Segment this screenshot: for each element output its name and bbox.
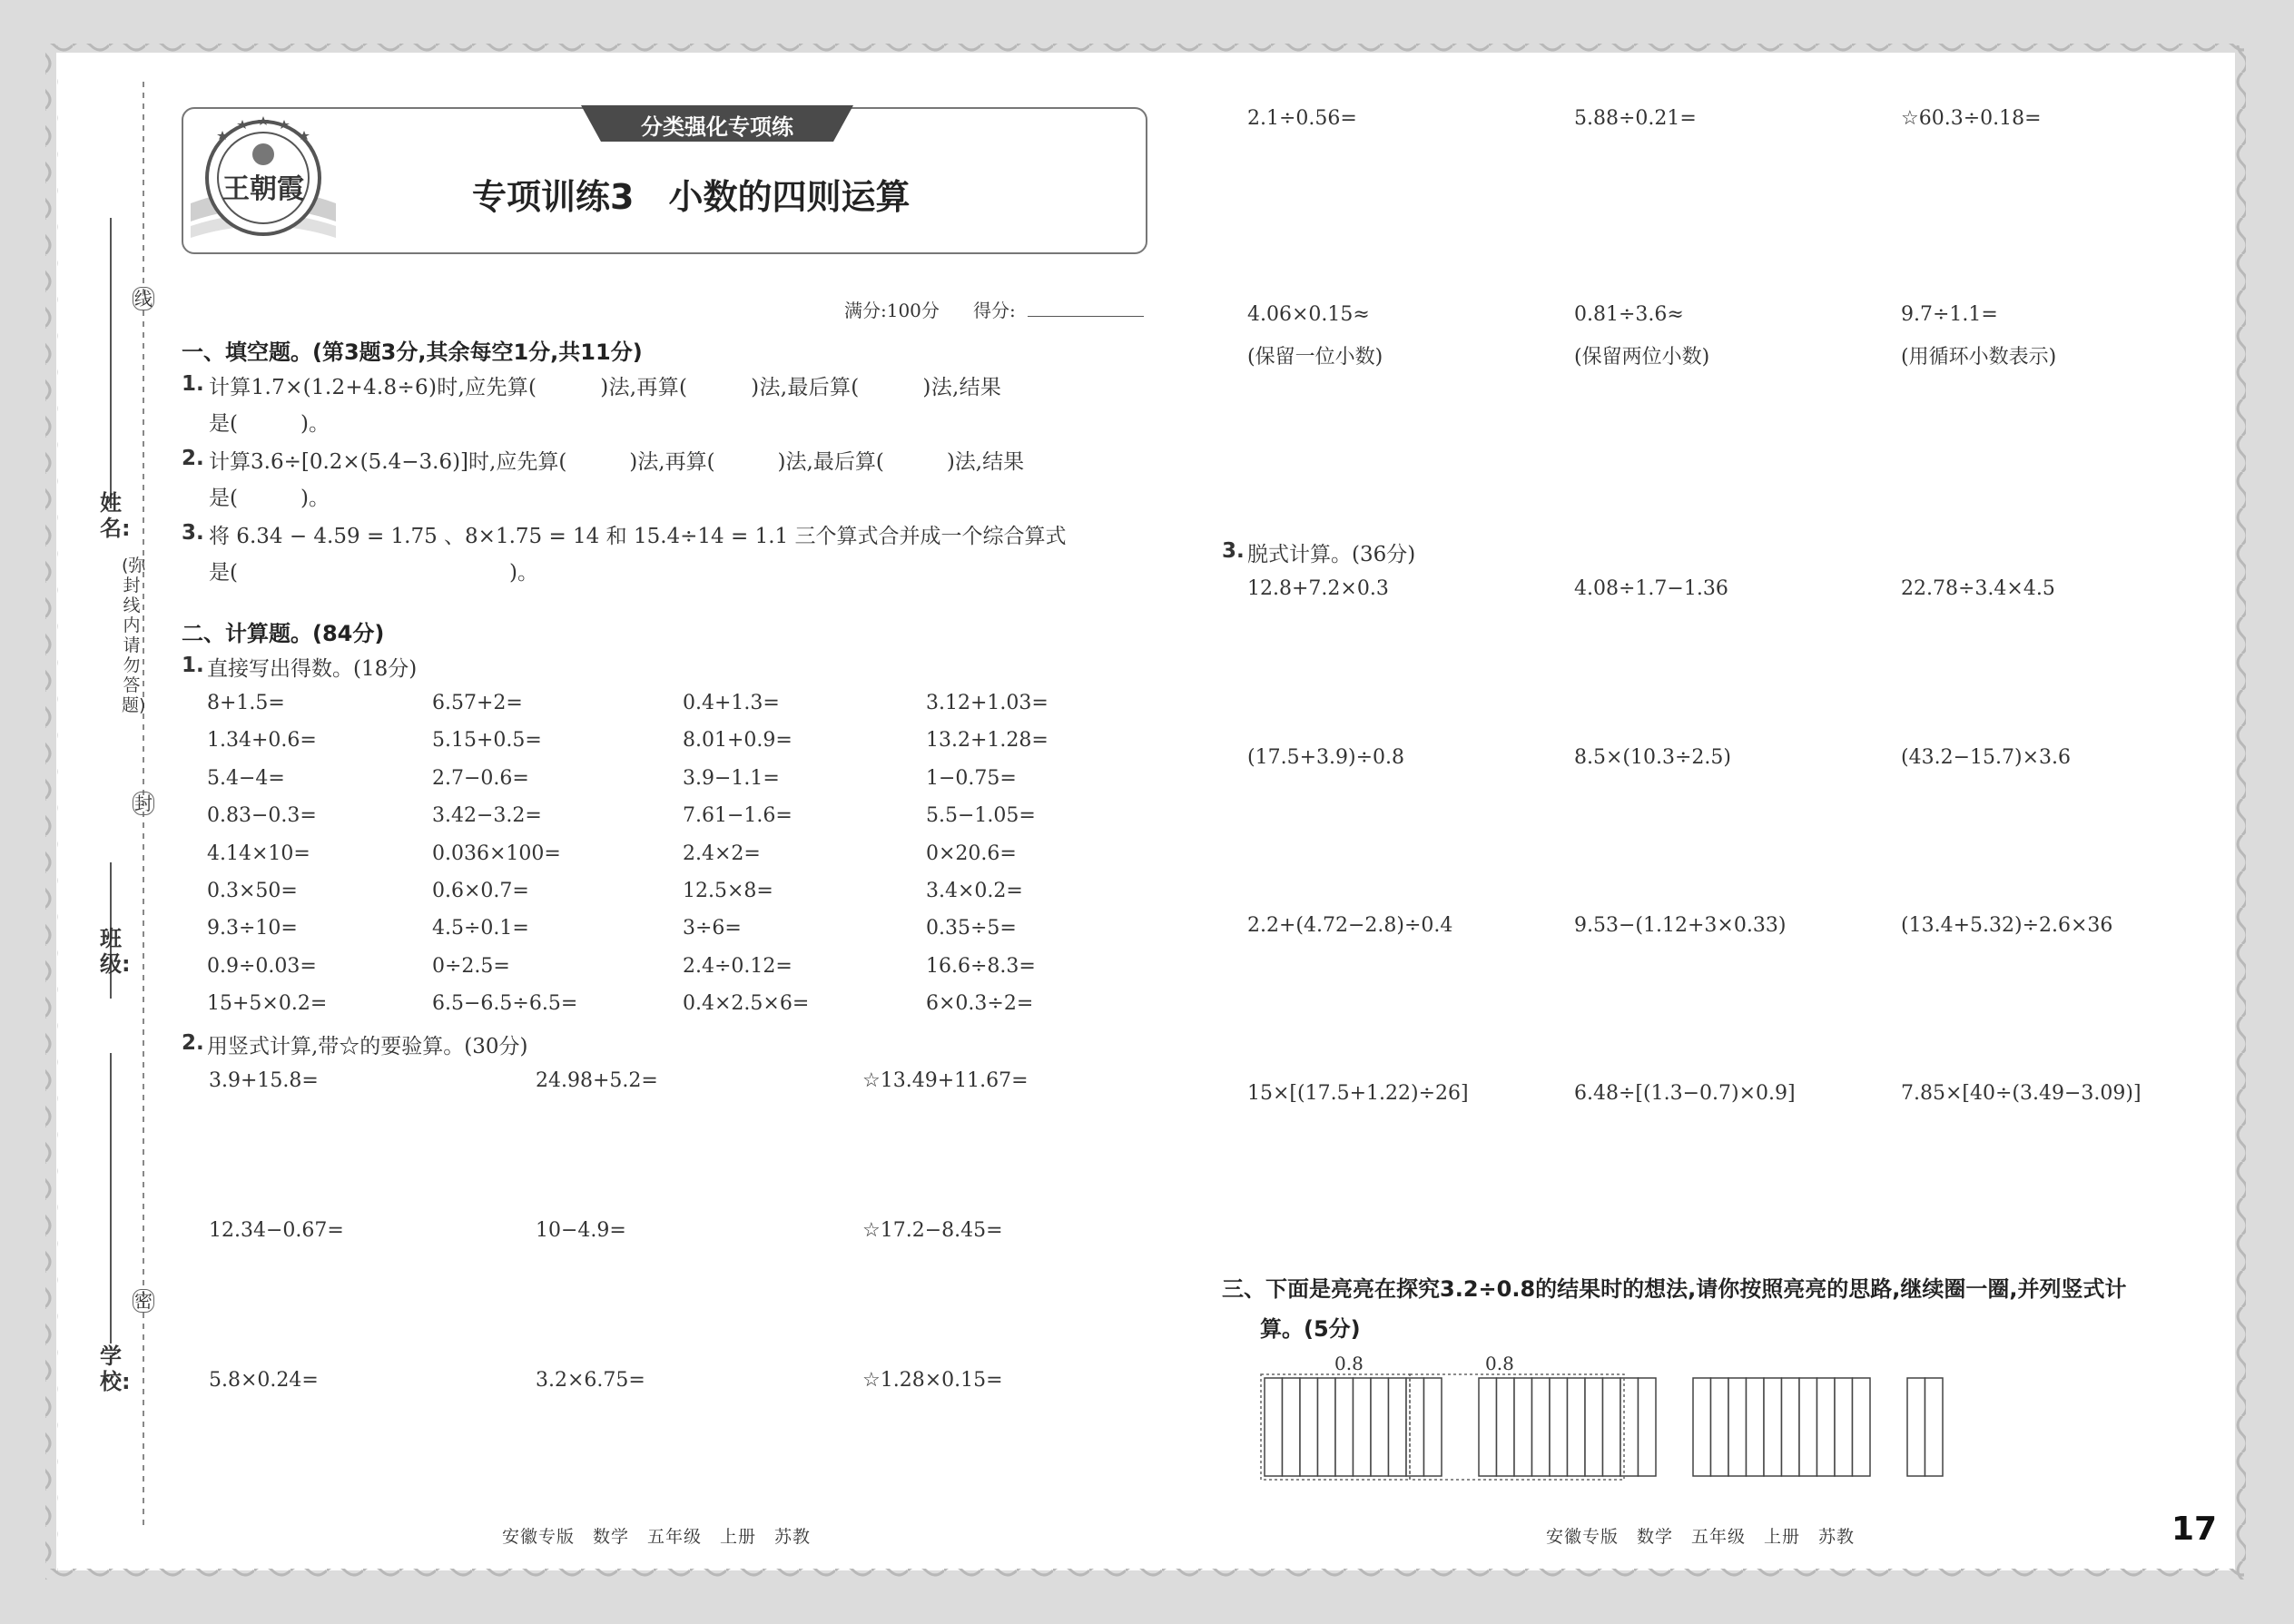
vertical-calc-item[interactable]: 4.06×0.15≈ bbox=[1247, 303, 1370, 326]
vertical-calc-item[interactable]: ☆17.2−8.45= bbox=[862, 1219, 1003, 1242]
mental-math-item[interactable]: 5.4−4= bbox=[207, 766, 285, 790]
mental-math-item[interactable]: 3.12+1.03= bbox=[926, 692, 1049, 714]
part3-line2: 算。(5分) bbox=[1260, 1316, 1361, 1342]
tenth-strip bbox=[1907, 1378, 1925, 1476]
publisher-logo-icon bbox=[186, 113, 340, 247]
step-calc-item[interactable]: 4.08÷1.7−1.36 bbox=[1574, 577, 1728, 600]
tenth-strip bbox=[1585, 1378, 1603, 1476]
rounding-note: (保留一位小数) bbox=[1247, 346, 1383, 369]
mental-math-item[interactable]: 0.3×50= bbox=[207, 880, 298, 902]
vertical-calc-item[interactable]: 5.88÷0.21= bbox=[1574, 107, 1697, 130]
mental-math-item[interactable]: 1.34+0.6= bbox=[207, 729, 317, 753]
tenth-strip bbox=[1747, 1378, 1765, 1476]
mental-math-item[interactable]: 8.01+0.9= bbox=[683, 729, 793, 753]
mental-math-item[interactable]: 0.9÷0.03= bbox=[207, 954, 317, 978]
p1-q2-number: 2. bbox=[182, 447, 204, 470]
tenth-strip bbox=[1620, 1378, 1639, 1476]
mental-math-item[interactable]: 9.3÷10= bbox=[207, 917, 298, 940]
step-calc-item[interactable]: 7.85×[40÷(3.49−3.09)] bbox=[1901, 1082, 2141, 1105]
p1-q1-line2: 是( )。 bbox=[209, 412, 330, 436]
mental-math-item[interactable]: 5.5−1.05= bbox=[926, 804, 1036, 828]
p1-q2-line1: 计算3.6÷[0.2×(5.4−3.6)]时,应先算( )法,再算( )法,最后算( )法,结果 bbox=[209, 450, 1025, 474]
mental-math-item[interactable]: 2.4×2= bbox=[683, 842, 761, 865]
step-calc-item[interactable]: (43.2−15.7)×3.6 bbox=[1901, 746, 2071, 769]
tenth-strip bbox=[1371, 1378, 1389, 1476]
mental-math-item[interactable]: 12.5×8= bbox=[683, 880, 773, 902]
class-label: 班级: bbox=[100, 926, 131, 977]
p2-q1-number: 1. bbox=[182, 654, 204, 677]
footer-left: 安徽专版 数学 五年级 上册 苏教 bbox=[502, 1527, 812, 1547]
tenths-strips-diagram[interactable] bbox=[1257, 1373, 1956, 1481]
tenth-strip bbox=[1799, 1378, 1817, 1476]
tenth-strip bbox=[1835, 1378, 1853, 1476]
vertical-calc-item[interactable]: 24.98+5.2= bbox=[536, 1069, 658, 1092]
p2-q2-number: 2. bbox=[182, 1031, 204, 1055]
tenth-strip bbox=[1711, 1378, 1729, 1476]
vertical-calc-item[interactable]: 5.8×0.24= bbox=[209, 1369, 319, 1392]
mental-math-item[interactable]: 5.15+0.5= bbox=[432, 729, 542, 753]
rounding-note: (保留两位小数) bbox=[1574, 346, 1710, 369]
p2-q1-title: 直接写出得数。(18分) bbox=[207, 657, 418, 681]
tenth-strip bbox=[1479, 1378, 1497, 1476]
step-calc-item[interactable]: 15×[(17.5+1.22)÷26] bbox=[1247, 1082, 1469, 1105]
mental-math-item[interactable]: 7.61−1.6= bbox=[683, 804, 793, 828]
vertical-calc-item[interactable]: 10−4.9= bbox=[536, 1219, 626, 1242]
mental-math-item[interactable]: 1−0.75= bbox=[926, 766, 1017, 790]
mental-math-item[interactable]: 15+5×0.2= bbox=[207, 992, 328, 1016]
vertical-calc-item[interactable]: 12.34−0.67= bbox=[209, 1219, 344, 1242]
tenth-strip bbox=[1639, 1378, 1657, 1476]
tenth-strip bbox=[1550, 1378, 1568, 1476]
tenth-strip bbox=[1514, 1378, 1532, 1476]
tenth-strip bbox=[1603, 1378, 1621, 1476]
tenth-strip bbox=[1354, 1378, 1372, 1476]
vertical-calc-item[interactable]: ☆1.28×0.15= bbox=[862, 1369, 1003, 1392]
vertical-calc-item[interactable]: 3.2×6.75= bbox=[536, 1369, 645, 1392]
part2-heading: 二、计算题。(84分) bbox=[182, 621, 385, 646]
banner-tag: 分类强化专项练 bbox=[641, 114, 793, 140]
tenth-strip bbox=[1300, 1378, 1318, 1476]
tenth-strip bbox=[1925, 1378, 1944, 1476]
tenth-strip bbox=[1497, 1378, 1515, 1476]
tenth-strip bbox=[1532, 1378, 1551, 1476]
mental-math-item[interactable]: 6×0.3÷2= bbox=[926, 992, 1034, 1016]
tenth-strip bbox=[1782, 1378, 1800, 1476]
step-calc-item[interactable]: 9.53−(1.12+3×0.33) bbox=[1574, 914, 1787, 937]
vertical-calc-item[interactable]: ☆60.3÷0.18= bbox=[1901, 107, 2042, 130]
tenth-strip bbox=[1817, 1378, 1836, 1476]
part1-heading: 一、填空题。(第3题3分,其余每空1分,共11分) bbox=[182, 340, 643, 365]
seal-bottom-mark: 密 bbox=[134, 1290, 153, 1312]
mental-math-item[interactable]: 0×20.6= bbox=[926, 842, 1017, 865]
rounding-note: (用循环小数表示) bbox=[1901, 346, 2057, 369]
mental-math-item[interactable]: 2.7−0.6= bbox=[432, 766, 529, 790]
p1-q1-number: 1. bbox=[182, 372, 204, 396]
page-number: 17 bbox=[2171, 1511, 2218, 1548]
mental-math-item[interactable]: 8+1.5= bbox=[207, 692, 285, 714]
mental-math-item[interactable]: 3.42−3.2= bbox=[432, 804, 542, 828]
tenth-strip bbox=[1728, 1378, 1747, 1476]
mental-math-item[interactable]: 0.6×0.7= bbox=[432, 880, 529, 902]
worksheet-page bbox=[56, 53, 2235, 1570]
step-calc-item[interactable]: 2.2+(4.72−2.8)÷0.4 bbox=[1247, 914, 1453, 937]
p1-q3-line1: 将 6.34 − 4.59 = 1.75 、8×1.75 = 14 和 15.4÷14 = 1.1 三个算式合并成一个综合算式 bbox=[209, 525, 1067, 548]
tenth-strip bbox=[1424, 1378, 1442, 1476]
p2-q3-title: 脱式计算。(36分) bbox=[1247, 543, 1416, 566]
vertical-calc-item[interactable]: 9.7÷1.1= bbox=[1901, 303, 1998, 326]
part3-line1: 三、下面是亮亮在探究3.2÷0.8的结果时的想法,请你按照亮亮的思路,继续圈一圈,并列竖式计 bbox=[1222, 1276, 2127, 1302]
seal-mid-mark: 封 bbox=[134, 792, 153, 814]
step-calc-item[interactable]: 22.78÷3.4×4.5 bbox=[1901, 577, 2055, 600]
tenth-strip bbox=[1335, 1378, 1354, 1476]
mental-math-item[interactable]: 4.14×10= bbox=[207, 842, 310, 865]
p1-q3-line2: 是( )。 bbox=[209, 561, 538, 585]
step-calc-item[interactable]: 6.48÷[(1.3−0.7)×0.9] bbox=[1574, 1082, 1796, 1105]
tenth-strip bbox=[1853, 1378, 1871, 1476]
mental-math-item[interactable]: 16.6÷8.3= bbox=[926, 954, 1036, 978]
group-label-b: 0.8 bbox=[1485, 1353, 1514, 1374]
p1-q1-line1: 计算1.7×(1.2+4.8÷6)时,应先算( )法,再算( )法,最后算( )法,结果 bbox=[209, 376, 1002, 399]
mental-math-item[interactable]: 0.35÷5= bbox=[926, 917, 1017, 940]
step-calc-item[interactable]: 8.5×(10.3÷2.5) bbox=[1574, 746, 1731, 769]
tenth-strip bbox=[1693, 1378, 1711, 1476]
vertical-calc-item[interactable]: 2.1÷0.56= bbox=[1247, 107, 1357, 130]
p2-q3-number: 3. bbox=[1222, 539, 1245, 563]
score-blank[interactable] bbox=[1028, 316, 1144, 317]
step-calc-item[interactable]: 12.8+7.2×0.3 bbox=[1247, 577, 1389, 600]
full-score: 满分:100分 bbox=[844, 300, 940, 321]
mental-math-item[interactable]: 2.4÷0.12= bbox=[683, 954, 793, 978]
school-label: 学校: bbox=[100, 1343, 131, 1394]
mental-math-item[interactable]: 3.9−1.1= bbox=[683, 766, 780, 790]
footer-right: 安徽专版 数学 五年级 上册 苏教 bbox=[1546, 1527, 1856, 1547]
tenth-strip bbox=[1406, 1378, 1424, 1476]
mental-math-item[interactable]: 6.57+2= bbox=[432, 692, 523, 714]
page-title: 专项训练3 小数的四则运算 bbox=[472, 177, 911, 217]
tenth-strip bbox=[1283, 1378, 1301, 1476]
score-label: 得分: bbox=[973, 300, 1016, 321]
vertical-calc-item[interactable]: ☆13.49+11.67= bbox=[862, 1069, 1029, 1092]
mental-math-item[interactable]: 0.4×2.5×6= bbox=[683, 992, 810, 1016]
mental-math-item[interactable]: 13.2+1.28= bbox=[926, 729, 1049, 753]
mental-math-item[interactable]: 4.5÷0.1= bbox=[432, 917, 529, 940]
mental-math-item[interactable]: 3÷6= bbox=[683, 917, 742, 940]
binding-notice: (弥封线内请勿答题) bbox=[122, 556, 146, 715]
p1-q3-number: 3. bbox=[182, 521, 204, 545]
tenth-strip bbox=[1265, 1378, 1283, 1476]
tenth-strip bbox=[1318, 1378, 1336, 1476]
mental-math-item[interactable]: 0.83−0.3= bbox=[207, 804, 317, 828]
step-calc-item[interactable]: (17.5+3.9)÷0.8 bbox=[1247, 746, 1404, 769]
svg-text:王朝霞: 王朝霞 bbox=[222, 173, 304, 205]
mental-math-item[interactable]: 0÷2.5= bbox=[432, 954, 510, 978]
tenth-strip bbox=[1568, 1378, 1586, 1476]
mental-math-item[interactable]: 0.036×100= bbox=[432, 842, 561, 865]
tenth-strip bbox=[1764, 1378, 1782, 1476]
name-label: 姓名: bbox=[100, 490, 131, 541]
group-label-a: 0.8 bbox=[1334, 1353, 1364, 1374]
vertical-calc-item[interactable]: 0.81÷3.6≈ bbox=[1574, 303, 1684, 326]
p1-q2-line2: 是( )。 bbox=[209, 487, 330, 510]
vertical-calc-item[interactable]: 3.9+15.8= bbox=[209, 1069, 319, 1092]
mental-math-item[interactable]: 0.4+1.3= bbox=[683, 692, 780, 714]
p2-q2-title: 用竖式计算,带☆的要验算。(30分) bbox=[207, 1035, 528, 1058]
step-calc-item[interactable]: (13.4+5.32)÷2.6×36 bbox=[1901, 914, 2113, 937]
mental-math-item[interactable]: 3.4×0.2= bbox=[926, 880, 1023, 902]
tenth-strip bbox=[1389, 1378, 1407, 1476]
mental-math-item[interactable]: 6.5−6.5÷6.5= bbox=[432, 992, 578, 1016]
seal-top-mark: 线 bbox=[134, 288, 153, 310]
